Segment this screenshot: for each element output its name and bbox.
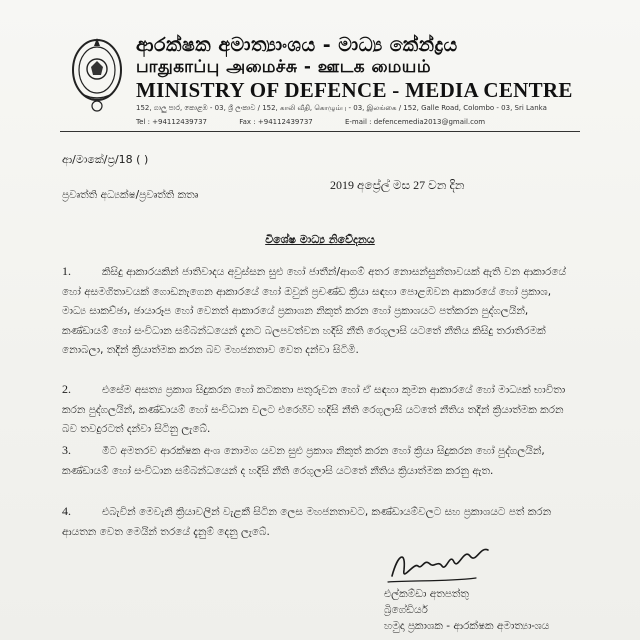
signatory-rank: බ්‍රිගේඩියර්: [384, 604, 428, 616]
email-address: E-mail : defencemedia2013@gmail.com: [344, 118, 486, 126]
paragraph-number: 4.: [62, 504, 71, 518]
paragraph-text: එබැවින් මෙවැනි ක්‍රියාවලින් වැළකී සිටින ලෙස මහජනතාවට, කණ්ඩායම්වලට සහ ප්‍රකාශයට පත් කරන ආයතන වෙත මෙයින් තරයේ දැනුම් දෙනු ලැබේ.: [62, 506, 552, 538]
paragraph-3: [62, 441, 577, 481]
letterhead-address: 152, ගාලු පාර, කොළඹ - 03, ශ්‍රී ලංකාව / 152, காலி வீதி, கொழும்பு - 03, இலங்கை / 152, Galle Road, Colombo - 03, Sri Lanka: [136, 104, 547, 112]
paragraph-text: එසේම අසත්‍ය ප්‍රකාශ සිදුකරන හෝ කටකතා පතුරුවන හෝ ඒ සඳහා කුමන ආකාරයේ හෝ මාධ්‍යක් භාවිතා කරන පුද්ගලයින්, කණ්ඩායම් හෝ සංවිධාන වලට එරෙහිව හදිසි නීති රෙගුලාසි යටතේ නීතිය තදින් ක්‍රියාත්මක කරන බව තවදුරටත් දන්වා සිටිනු ලැබේ.: [62, 384, 566, 435]
ministry-name-sinhala: ආරක්ෂක අමාත්‍යාංශය - මාධ්‍ය කේන්ද්‍රය: [136, 34, 458, 56]
paragraph-1: [62, 262, 577, 361]
paragraph-text: මීට අමතරව ආරක්ෂක අංශ නොමග යවන සුළු ප්‍රකාශ නිකුත් කරන හෝ ක්‍රියා සිදුකරන හෝ පුද්ගලයින්, කණ්ඩායම් හෝ සංවිධාන සම්බන්ධයෙන් ද හදිසි නීති රෙගුලාසි යටතේ නීතිය ක්‍රියාත්මක කරනු ඇත.: [62, 445, 545, 477]
handwritten-signature: [384, 536, 504, 592]
paragraph-text: කිසිදු ආකාරයකින් ජාතිවාදය අවුස්සන සුළු හෝ ජාතීන්/ආගම් අතර නොසන්සුන්තාවයක් ඇති වන ආකාරයේ හෝ අසමගිතාවයක් ගොඩනැගෙන ආකාරයේ හෝ ඔවුන් ප්‍රචණ්ඩ ක්‍රියා සඳහා පොළඹවන ආකාරයේ හෝ ප්‍රකාශ, මාධ්‍ය සාකච්ඡා, ඡායාරූප හෝ වෙනත් ආකාරයේ ප්‍රකාශන නිකුත් කරන හෝ ප්‍රකාශයට පත්කරන පුද්ගලයින්, කණ්ඩායම් හෝ සංවිධාන සම්බන්ධයෙන් දැනට බලපවත්වන හදිසි නීති රෙගුලාසි යටතේ නීතිය කිසිදු තරාතිරමක් නොබලා, තදින් ක්‍රියාත්මක කරන බව මහජනතාව වෙත දන්වා සිටිමි.: [62, 266, 567, 356]
reference-number: ආ/මාකේ/ප්‍ර/18 ( ): [62, 153, 149, 166]
letterhead-divider: [60, 131, 580, 132]
letterhead-contact: [136, 118, 515, 126]
paragraph-2: [62, 380, 577, 440]
fax-number: Fax : +94112439737: [239, 118, 313, 126]
addressee: ප්‍රවෘත්ති අධ්‍යක්ෂ/ප්‍රවෘත්ති කතෘ: [62, 189, 199, 201]
signatory-name: එල්කම්ඩා අතපත්තු: [384, 588, 469, 600]
paragraph-number: 1.: [62, 264, 71, 278]
ministry-name-english: MINISTRY OF DEFENCE - MEDIA CENTRE: [136, 78, 573, 102]
paragraph-number: 3.: [62, 443, 71, 457]
document-title: විශේෂ මාධ්‍ය නිවේදනය: [265, 233, 375, 246]
signatory-designation: හමුදා ප්‍රකාශක - ආරක්ෂක අමාත්‍යාංශය: [384, 620, 550, 632]
sri-lanka-emblem-icon: [70, 36, 124, 114]
ministry-name-tamil: பாதுகாப்பு அமைச்சு - ஊடக மையம்: [136, 57, 432, 77]
letter-date: 2019 අප්‍රේල් මස 27 වන දින: [330, 178, 465, 192]
paragraph-number: 2.: [62, 382, 71, 396]
tel-number: Tel : +94112439737: [136, 118, 208, 126]
